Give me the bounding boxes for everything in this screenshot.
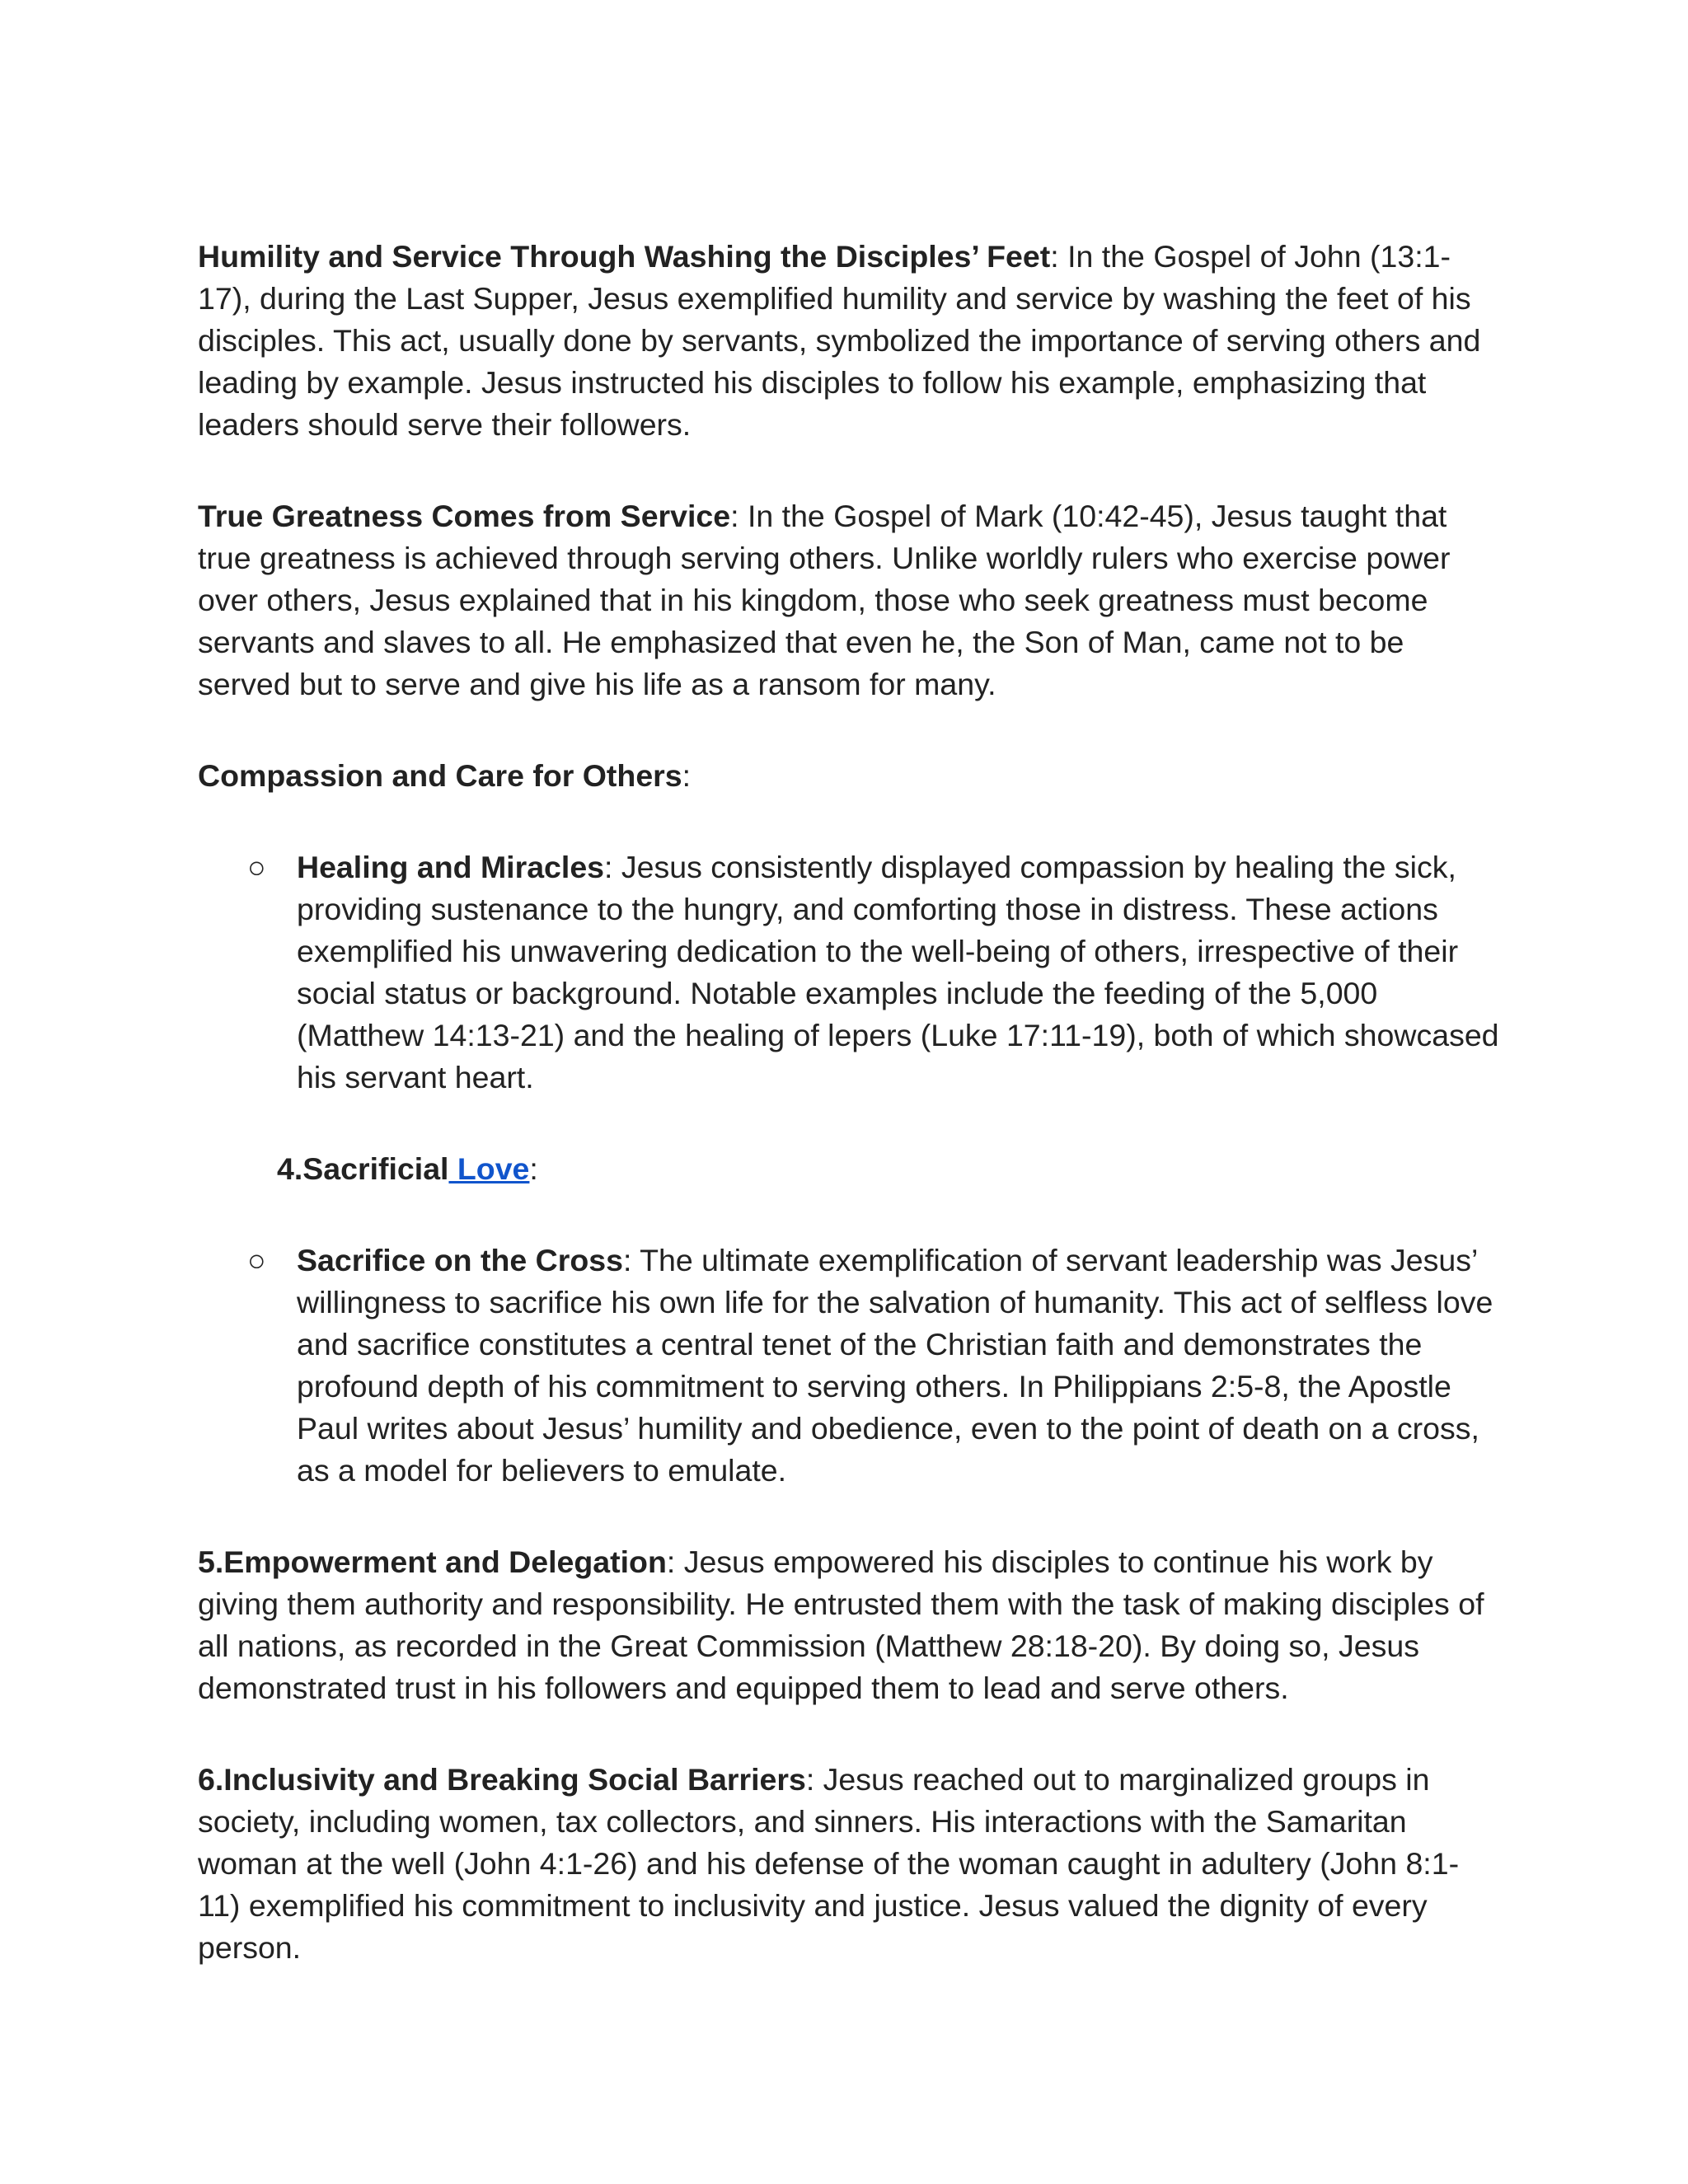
paragraph-heading: True Greatness Comes from Service <box>198 499 731 533</box>
paragraph-true-greatness <box>198 495 1500 705</box>
heading-separator: : <box>730 499 739 533</box>
paragraph-text: Jesus reached out to marginalized groups in society, including women, tax collectors, and sinners. His interactions with the Samaritan woman at the well (John 4:1-26) and his defense of the woman caught in adultery (John 8:1-11) exemplified his commitment to inclusivity and justice. Jesus valued the dignity of every person. <box>198 1762 1460 1965</box>
heading-separator: : <box>805 1762 815 1797</box>
bullet-heading: Sacrifice on the Cross <box>297 1243 623 1277</box>
paragraph-text: In the Gospel of John (13:1-17), during the Last Supper, Jesus exemplified humility and service by washing the feet of his disciples. This act, usually done by servants, symbolized the importance of serving others and leading by example. Jesus instructed his disciples to follow his example, emphasizing that leaders should serve their followers. <box>198 239 1481 442</box>
heading-separator: : <box>529 1151 538 1186</box>
paragraph-text: In the Gospel of Mark (10:42-45), Jesus taught that true greatness is achieved through serving others. Unlike worldly rulers who exercise power over others, Jesus explained that in his kingdom, those who seek greatness must become servants and slaves to all. He emphasized that even he, the Son of Man, came not to be served but to serve and give his life as a ransom for many. <box>198 499 1451 701</box>
bullet-item-healing <box>198 846 1500 1099</box>
paragraph-heading: Compassion and Care for Others <box>198 758 682 793</box>
paragraph-humility <box>198 236 1500 446</box>
hollow-circle-bullet-icon: ○ <box>247 1243 266 1277</box>
paragraph-heading: Humility and Service Through Washing the Disciples’ Feet <box>198 239 1051 274</box>
paragraph-text: Jesus empowered his disciples to continue his work by giving them authority and responsibility. He entrusted them with the task of making disciples of all nations, as recorded in the Great Commission (Matthew 28:18-20). By doing so, Jesus demonstrated trust in his followers and equipped them to lead and serve others. <box>198 1544 1484 1705</box>
love-link[interactable]: Love <box>448 1151 530 1186</box>
heading-separator: : <box>604 850 613 884</box>
numbered-heading-label: 4.Sacrificial <box>277 1151 449 1186</box>
hollow-circle-bullet-icon: ○ <box>247 850 266 884</box>
bullet-text: The ultimate exemplification of servant leadership was Jesus’ willingness to sacrifice his own life for the salvation of humanity. This act of selfless love and sacrifice constitutes a central tenet of the Christian faith and demonstrates the profound depth of his commitment to serving others. In Philippians 2:5-8, the Apostle Paul writes about Jesus’ humility and obedience, even to the point of death on a cross, as a model for believers to emulate. <box>297 1243 1493 1488</box>
paragraph-heading: 6.Inclusivity and Breaking Social Barriers <box>198 1762 806 1797</box>
document-body <box>198 236 1500 2018</box>
paragraph-empowerment <box>198 1541 1500 1709</box>
bullet-text: Jesus consistently displayed compassion by healing the sick, providing sustenance to the hungry, and comforting those in distress. These actions exemplified his unwavering dedication to the well-being of others, irrespective of their social status or background. Notable examples include the feeding of the 5,000 (Matthew 14:13-21) and the healing of lepers (Luke 17:11-19), both of which showcased his servant heart. <box>297 850 1499 1094</box>
heading-separator: : <box>622 1243 632 1277</box>
bullet-item-sacrifice <box>198 1240 1500 1492</box>
paragraph-compassion-heading <box>198 755 1500 797</box>
heading-separator: : <box>1050 239 1059 274</box>
paragraph-heading: 5.Empowerment and Delegation <box>198 1544 667 1579</box>
bullet-text-block <box>297 1240 1500 1492</box>
heading-sacrificial-love <box>198 1148 1500 1190</box>
heading-separator: : <box>682 758 692 793</box>
heading-separator: : <box>666 1544 676 1579</box>
bullet-text-block <box>297 846 1500 1099</box>
bullet-heading: Healing and Miracles <box>297 850 605 884</box>
paragraph-inclusivity <box>198 1759 1500 1969</box>
